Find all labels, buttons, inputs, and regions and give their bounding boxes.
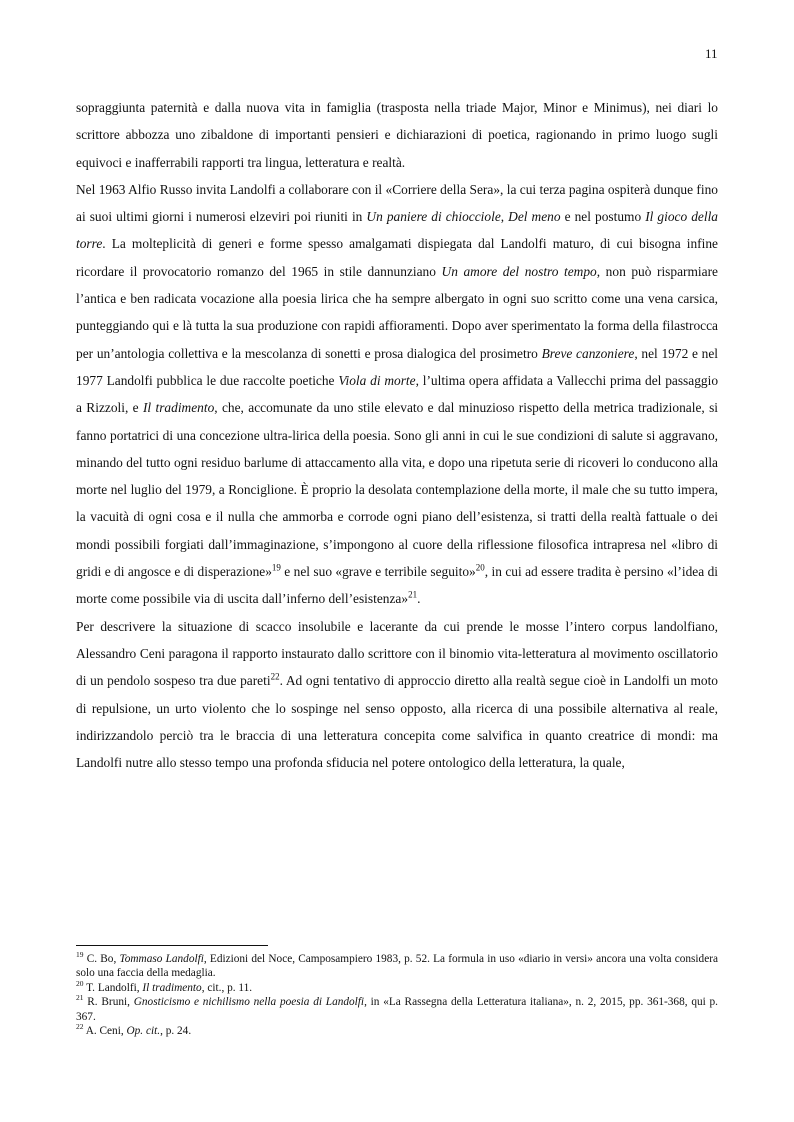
text-run: , p. 24. (160, 1025, 192, 1038)
text-run: , Edizioni del Noce, Camposampiero 1983, p. 52. La formula in uso «diario in versi» ancora una volta considera solo una faccia della medaglia. (76, 953, 718, 980)
page-number: 11 (705, 46, 718, 61)
text-run: Nel 1963 Alfio Russo invita Landolfi a collaborare con il «Corriere della Sera», la cui terza pagina ospiterà dunque fino ai suoi ultimi giorni i numerosi elzeviri poi riuniti in (76, 181, 718, 225)
footnote-ref: 21 (408, 589, 418, 600)
footnote-ref: 19 (76, 950, 84, 960)
text-run: e nel suo «grave e terribile seguito» (280, 564, 476, 580)
footnote (76, 981, 718, 995)
italic-title: Il gioco della torre (76, 209, 718, 252)
text-run: e nel postumo (560, 209, 646, 225)
italic-title: Il tradimento (142, 400, 215, 416)
footnotes (76, 952, 718, 1038)
text-run: A. Ceni, (83, 1025, 127, 1038)
text-run: , in cui ad essere tradita è persino «l’idea di morte come possibile via di uscita dall’inferno dell’esistenza» (76, 564, 718, 607)
italic-title: Un amore del nostro tempo (441, 263, 597, 279)
text-run: T. Landolfi, (83, 981, 143, 994)
footnote (76, 952, 718, 981)
italic-title: Il tradimento (142, 981, 202, 994)
text-run: . (417, 591, 421, 607)
text-run: , l’ultima opera affidata a Vallecchi prima del passaggio a Rizzoli, e (76, 372, 719, 416)
italic-title: Gnosticismo e nichilismo nella poesia di Landolfi (133, 996, 365, 1009)
text-run: . Ad ogni tentativo di approccio diretto alla realtà segue cioè in Landolfi un moto di repulsione, un urto violento che lo sospinge nel senso opposto, alla ricerca di una possibile alternativa al reale, indirizzandolo perciò tra le braccia di una letteratura concepita come salvifica in quanto creatrice di mondi: ma Landolfi nutre allo stesso tempo una profonda sfiducia nel potere ontologico della letteratura, la quale, (76, 673, 718, 771)
footnote-ref: 20 (475, 562, 485, 573)
text-run: , non può risparmiare l’antica e ben radicata vocazione alla poesia lirica che ha sempre albergato in ogni suo scritto come una vena carsica, punteggiando qui e là tutta la sua produzione con rapidi affioramenti. Dopo aver sperimentato la forma della filastrocca per un’antologia collettiva e la mescolanza di sonetti e prosa dialogica del prosimetro (76, 263, 718, 361)
paragraph (76, 94, 718, 176)
text-run: , (500, 209, 509, 225)
text-run: R. Bruni, (83, 996, 134, 1009)
footnote-ref: 20 (76, 979, 84, 989)
text-run: sopraggiunta paternità e dalla nuova vita in famiglia (trasposta nella triade Major, Minor e Minimus), nei diari lo scrittore abbozza uno zibaldone di importanti pensieri e dichiarazioni di poetica, ragionando in primo luogo sugli equivoci e inafferrabili rapporti tra lingua, letteratura e realtà. (76, 100, 718, 170)
italic-title: Viola di morte (338, 372, 416, 388)
text-run: Per descrivere la situazione di scacco insolubile e lacerante da cui prende le mosse l’intero corpus landolfiano, Alessandro Ceni paragona il rapporto instaurato dallo scrittore con il binomio vita-letteratura al movimento oscillatorio di un pendolo sospeso tra due pareti (76, 618, 718, 689)
footnote-ref: 22 (76, 1022, 84, 1032)
text-run: , cit., p. 11. (201, 981, 253, 994)
footnote (76, 1024, 718, 1038)
footnote-ref: 19 (271, 562, 281, 573)
italic-title: Op. cit. (126, 1025, 161, 1038)
italic-title: Del meno (508, 209, 561, 225)
italic-title: Breve canzoniere (541, 345, 635, 361)
text-run: C. Bo, (83, 953, 120, 965)
text-run: , che, accomunate da uno stile elevato e dal minuzioso rispetto della metrica tradizionale, si fanno portatrici di una concezione ultra-lirica della poesia. Sono gli anni in cui le sue condizioni di salute si aggravano, minando del tutto ogni residuo barlume di attaccamento alla vita, e dopo una ripetuta serie di ricoveri lo conducono alla morte nel luglio del 1979, a Ronciglione. È proprio la desolata contemplazione della morte, il male che su tutto impera, la vacuità di ogni cosa e il nulla che ammorba e corrode ogni piano dell’esistenza, si tratti della realtà fattuale o dei mondi possibili forgiati dall’immaginazione, s’impongono al cuore della riflessione filosofica intrapresa nel «libro di gridi e di angosce e di disperazione» (76, 400, 719, 580)
text-run: . La molteplicità di generi e forme spesso amalgamati dispiegata dal Landolfi maturo, di cui bisogna infine ricordare il provocatorio romanzo del 1965 in stile dannunziano (76, 236, 718, 279)
footnote-ref: 22 (270, 671, 280, 682)
paragraph (76, 176, 718, 613)
footnote-divider (76, 945, 268, 946)
body-text (76, 94, 718, 776)
footnote-ref: 21 (76, 993, 84, 1003)
text-run: , nel 1972 e nel 1977 Landolfi pubblica le due raccolte poetiche (76, 345, 719, 388)
footnote (76, 995, 718, 1024)
paragraph (76, 613, 718, 777)
italic-title: Un paniere di chiocciole (366, 209, 501, 225)
italic-title: Tommaso Landolfi (119, 953, 204, 965)
text-run: , in «La Rassegna della Letteratura italiana», n. 2, 2015, pp. 361-368, qui p. 367. (76, 996, 718, 1023)
